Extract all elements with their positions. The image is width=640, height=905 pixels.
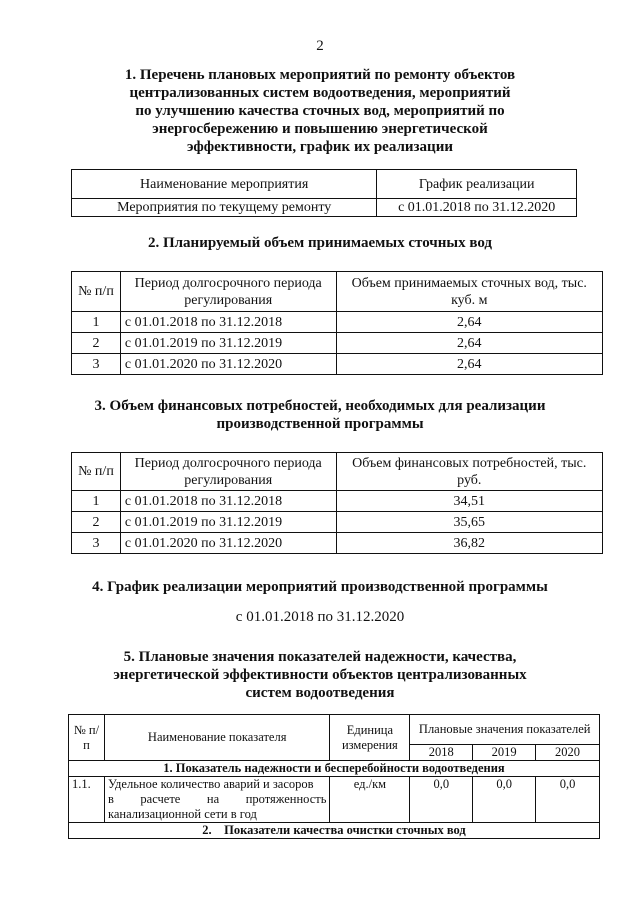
section-4-title: 4. График реализации мероприятий производственной программы <box>92 579 548 595</box>
column-header: № п/п <box>72 272 121 312</box>
section-5-title <box>0 648 640 702</box>
section-5-title-line: 5. Плановые значения показателей надежности, качества, <box>123 649 517 665</box>
table-cell: с 01.01.2019 по 31.12.2019 <box>120 512 336 533</box>
column-header: Плановые значения показателей <box>410 715 600 745</box>
column-header: Наименование мероприятия <box>72 170 377 199</box>
table-row <box>72 491 603 512</box>
table-header-row <box>72 453 603 491</box>
table-cell: 35,65 <box>336 512 602 533</box>
table-row <box>72 354 603 375</box>
year-header: 2019 <box>473 745 536 761</box>
section-1-title <box>0 66 640 156</box>
section-1-title-line: 1. Перечень плановых мероприятий по ремонту объектов <box>124 67 516 83</box>
section-4-period: с 01.01.2018 по 31.12.2020 <box>235 609 405 625</box>
column-header: Единица измерения <box>330 715 410 761</box>
table-cell: с 01.01.2020 по 31.12.2020 <box>120 533 336 554</box>
table-cell: 2,64 <box>336 312 602 333</box>
financial-needs-table <box>71 452 603 554</box>
table-row <box>72 199 577 217</box>
section-1-title-line: эффективности, график их реализации <box>187 139 453 155</box>
table-cell: с 01.01.2020 по 31.12.2020 <box>120 354 336 375</box>
table-cell: 34,51 <box>336 491 602 512</box>
group-row <box>69 761 600 777</box>
table-row <box>72 312 603 333</box>
indicator-name-cell <box>104 777 329 823</box>
year-header: 2020 <box>536 745 600 761</box>
group-heading: 2. Показатели качества очистки сточных вод <box>69 823 600 839</box>
page-number: 2 <box>316 38 324 54</box>
table-row <box>72 333 603 354</box>
section-1-title-line: энергосбережению и повышению энергетической <box>152 121 488 137</box>
indicators-table <box>68 714 600 839</box>
table-cell: 1 <box>72 491 121 512</box>
table-cell: ед./км <box>330 777 410 823</box>
column-header: № п/п <box>69 715 105 761</box>
column-header: Период долгосрочного периода регулирования <box>120 272 336 312</box>
table-cell: 0,0 <box>536 777 600 823</box>
column-header: График реализации <box>377 170 577 199</box>
group-heading: 1. Показатель надежности и бесперебойности водоотведения <box>69 761 600 777</box>
column-header: Период долгосрочного периода регулирования <box>120 453 336 491</box>
table-cell: с 01.01.2018 по 31.12.2018 <box>120 312 336 333</box>
column-header: Объем финансовых потребностей, тыс. руб. <box>336 453 602 491</box>
section-3-title-line: 3. Объем финансовых потребностей, необходимых для реализации <box>94 398 546 414</box>
section-3-title <box>0 397 640 433</box>
section-3-title-line: производственной программы <box>216 416 424 432</box>
table-header-row <box>72 170 577 199</box>
section-2-title: 2. Планируемый объем принимаемых сточных вод <box>147 235 493 251</box>
table-cell: 0,0 <box>410 777 473 823</box>
column-header: Объем принимаемых сточных вод, тыс. куб. м <box>336 272 602 312</box>
section-1-title-line: централизованных систем водоотведения, мероприятий <box>129 85 511 101</box>
table-row <box>69 777 600 823</box>
indicator-name-line: в расчете на протяженность <box>107 792 327 806</box>
table-cell: 36,82 <box>336 533 602 554</box>
table-cell: Мероприятия по текущему ремонту <box>72 199 377 217</box>
table-cell: 0,0 <box>473 777 536 823</box>
section-5-title-line: систем водоотведения <box>245 685 395 701</box>
table-row <box>72 533 603 554</box>
table-cell: с 01.01.2019 по 31.12.2019 <box>120 333 336 354</box>
column-header: Наименование показателя <box>104 715 329 761</box>
section-5-title-line: энергетической эффективности объектов централизованных <box>113 667 527 683</box>
table-header-row <box>69 715 600 745</box>
table-cell: 2,64 <box>336 333 602 354</box>
table-cell: 2 <box>72 333 121 354</box>
table-cell: 2,64 <box>336 354 602 375</box>
indicator-name-line: канализационной сети в год <box>107 807 257 821</box>
table-row <box>72 512 603 533</box>
activities-table <box>71 169 577 217</box>
year-header: 2018 <box>410 745 473 761</box>
table-header-row <box>72 272 603 312</box>
table-cell: 2 <box>72 512 121 533</box>
table-cell: 1 <box>72 312 121 333</box>
table-cell: 1.1. <box>69 777 105 823</box>
column-header: № п/п <box>72 453 121 491</box>
table-cell: с 01.01.2018 по 31.12.2020 <box>377 199 577 217</box>
table-cell: 3 <box>72 354 121 375</box>
wastewater-volume-table <box>71 271 603 375</box>
section-1-title-line: по улучшению качества сточных вод, мероприятий по <box>135 103 505 119</box>
table-cell: 3 <box>72 533 121 554</box>
indicator-name-line: Удельное количество аварий и засоров <box>107 777 314 791</box>
group-row <box>69 823 600 839</box>
table-cell: с 01.01.2018 по 31.12.2018 <box>120 491 336 512</box>
